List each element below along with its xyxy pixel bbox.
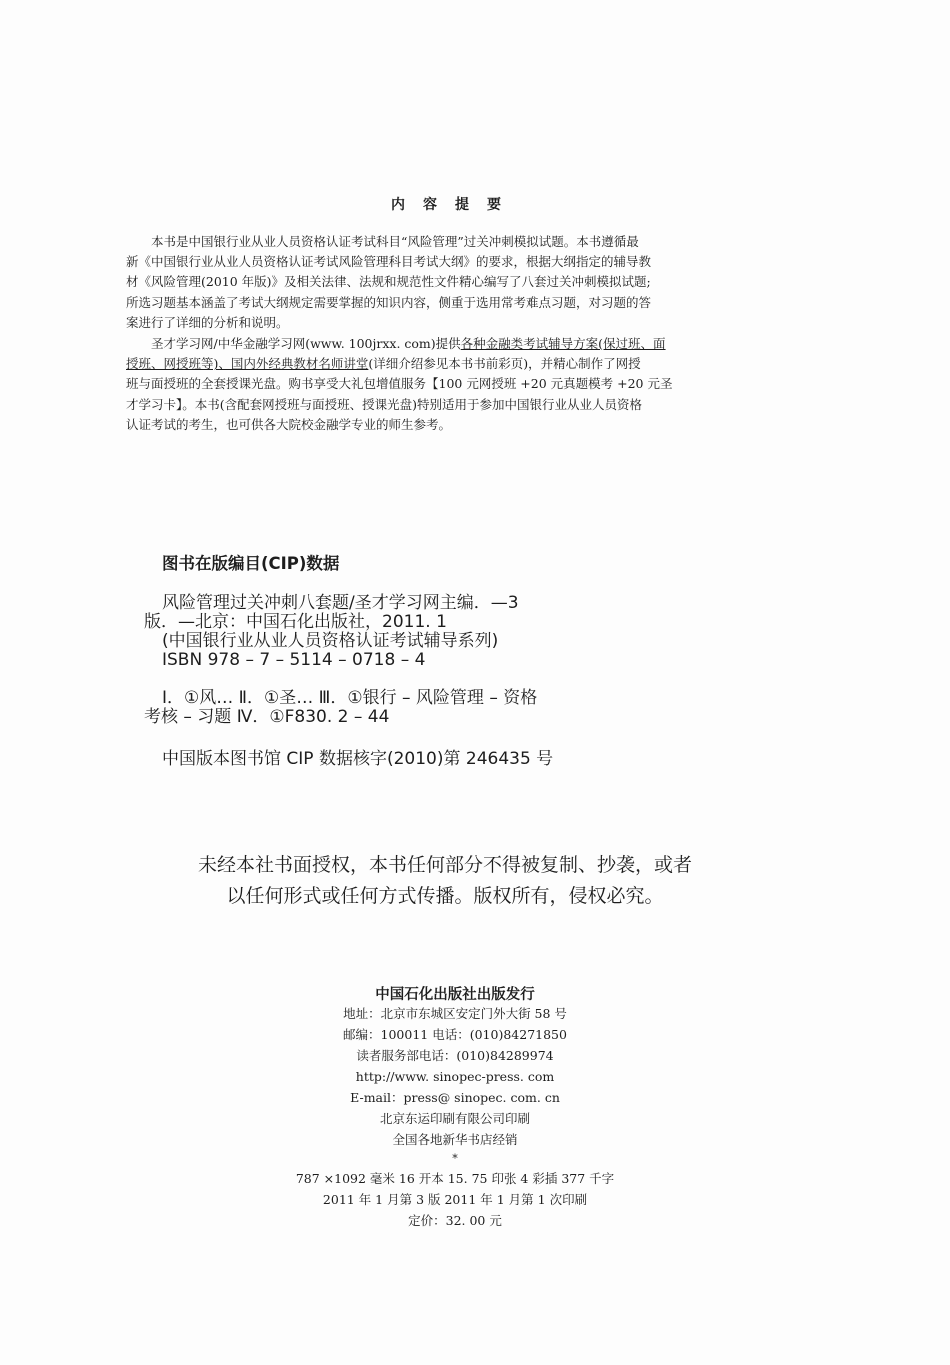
summary-p1-line: 材《风险管理(2010 年版)》及相关法律、法规和规范性文件精心编写了八套过关冲刺模拟试题; xyxy=(126,274,651,290)
publisher-website: http://www. sinopec-press. com xyxy=(355,1069,555,1084)
summary-p2-line: 才学习卡】。本书(含配套网授班与面授班、授课光盘)特别适用于参加中国银行业从业人员资格 xyxy=(126,396,643,412)
publisher-service-phone: 读者服务部电话：(010)84289974 xyxy=(356,1048,554,1063)
book-price: 定价：32. 00 元 xyxy=(408,1213,502,1228)
publisher-distributor: 全国各地新华书店经销 xyxy=(392,1132,518,1147)
summary-p1-line: 所选习题基本涵盖了考试大纲规定需要掌握的知识内容，侧重于选用常考难点习题，对习题的答 xyxy=(126,294,652,310)
summary-p2-line xyxy=(126,354,776,374)
cip-line: (中国银行业从业人员资格认证考试辅导系列) xyxy=(162,631,499,651)
book-format: 787 ×1092 毫米 16 开本 15. 75 印张 4 彩插 377 千字 xyxy=(295,1171,615,1186)
publisher-info xyxy=(0,1003,910,1231)
publisher-address: 地址：北京市东城区安定门外大街 58 号 xyxy=(343,1006,567,1021)
summary-p2-line: 班与面授班的全套授课光盘。购书享受大礼包增值服务【100 元网授班 +20 元真题模考 +20 元圣 xyxy=(126,376,673,392)
cip-approval: 中国版本图书馆 CIP 数据核字(2010)第 246435 号 xyxy=(162,749,554,769)
separator-asterisk: * xyxy=(452,1152,458,1165)
cip-class-line: Ⅰ．①风… Ⅱ．①圣… Ⅲ．①银行 – 风险管理 – 资格 xyxy=(162,688,538,708)
summary-p1-line: 案进行了详细的分析和说明。 xyxy=(126,314,289,330)
summary-p2-line xyxy=(126,334,776,354)
copyright-line: 以任何形式或任何方式传播。版权所有，侵权必究。 xyxy=(226,885,664,907)
cip-heading: 图书在版编目(CIP)数据 xyxy=(162,554,340,573)
cip-classification xyxy=(144,689,537,727)
book-edition: 2011 年 1 月第 3 版 2011 年 1 月第 1 次印刷 xyxy=(322,1192,588,1207)
cip-class-line: 考核 – 习题 Ⅳ．①F830. 2 – 44 xyxy=(144,707,390,727)
summary-p2-text: 圣才学习网/中华金融学习网(www. 100jrxx. com)提供 xyxy=(151,336,461,351)
publisher-postcode-phone: 邮编：100011 电话：(010)84271850 xyxy=(343,1027,567,1042)
copyright-line: 未经本社书面授权，本书任何部分不得被复制、抄袭，或者 xyxy=(197,854,692,876)
summary-p2-line: 认证考试的考生，也可供各大院校金融学专业的师生参考。 xyxy=(126,416,452,432)
summary-p2-underlined: 各种金融类考试辅导方案(保过班、面 xyxy=(460,336,666,351)
summary-paragraph-1 xyxy=(126,232,776,333)
cip-isbn: ISBN 978 – 7 – 5114 – 0718 – 4 xyxy=(162,650,426,670)
summary-p2-underlined: 授班、网授班等)、国内外经典教材名师讲堂 xyxy=(126,356,369,372)
summary-p1-line: 新《中国银行业从业人员资格认证考试风险管理科目考试大纲》的要求，根据大纲指定的辅导教 xyxy=(126,254,652,270)
summary-p2-text: (详细介绍参见本书书前彩页)，并精心制作了网授 xyxy=(368,356,641,372)
summary-p1-line: 本书是中国银行业从业人员资格认证考试科目“风险管理”过关冲刺模拟试题。本书遵循最 xyxy=(151,234,639,249)
publisher-name: 中国石化出版社出版发行 xyxy=(375,987,535,1003)
cip-line: 版．—北京：中国石化出版社，2011. 1 xyxy=(144,612,447,632)
cip-record xyxy=(144,594,519,670)
publisher-email: E-mail：press@ sinopec. com. cn xyxy=(350,1090,560,1105)
cip-line: 风险管理过关冲刺八套题/圣才学习网主编．—3 xyxy=(162,593,519,613)
summary-paragraph-2 xyxy=(126,334,776,435)
summary-title: 内容提要 xyxy=(391,197,519,213)
copyright-notice xyxy=(0,850,890,912)
publisher-printer: 北京东运印刷有限公司印刷 xyxy=(379,1111,530,1126)
